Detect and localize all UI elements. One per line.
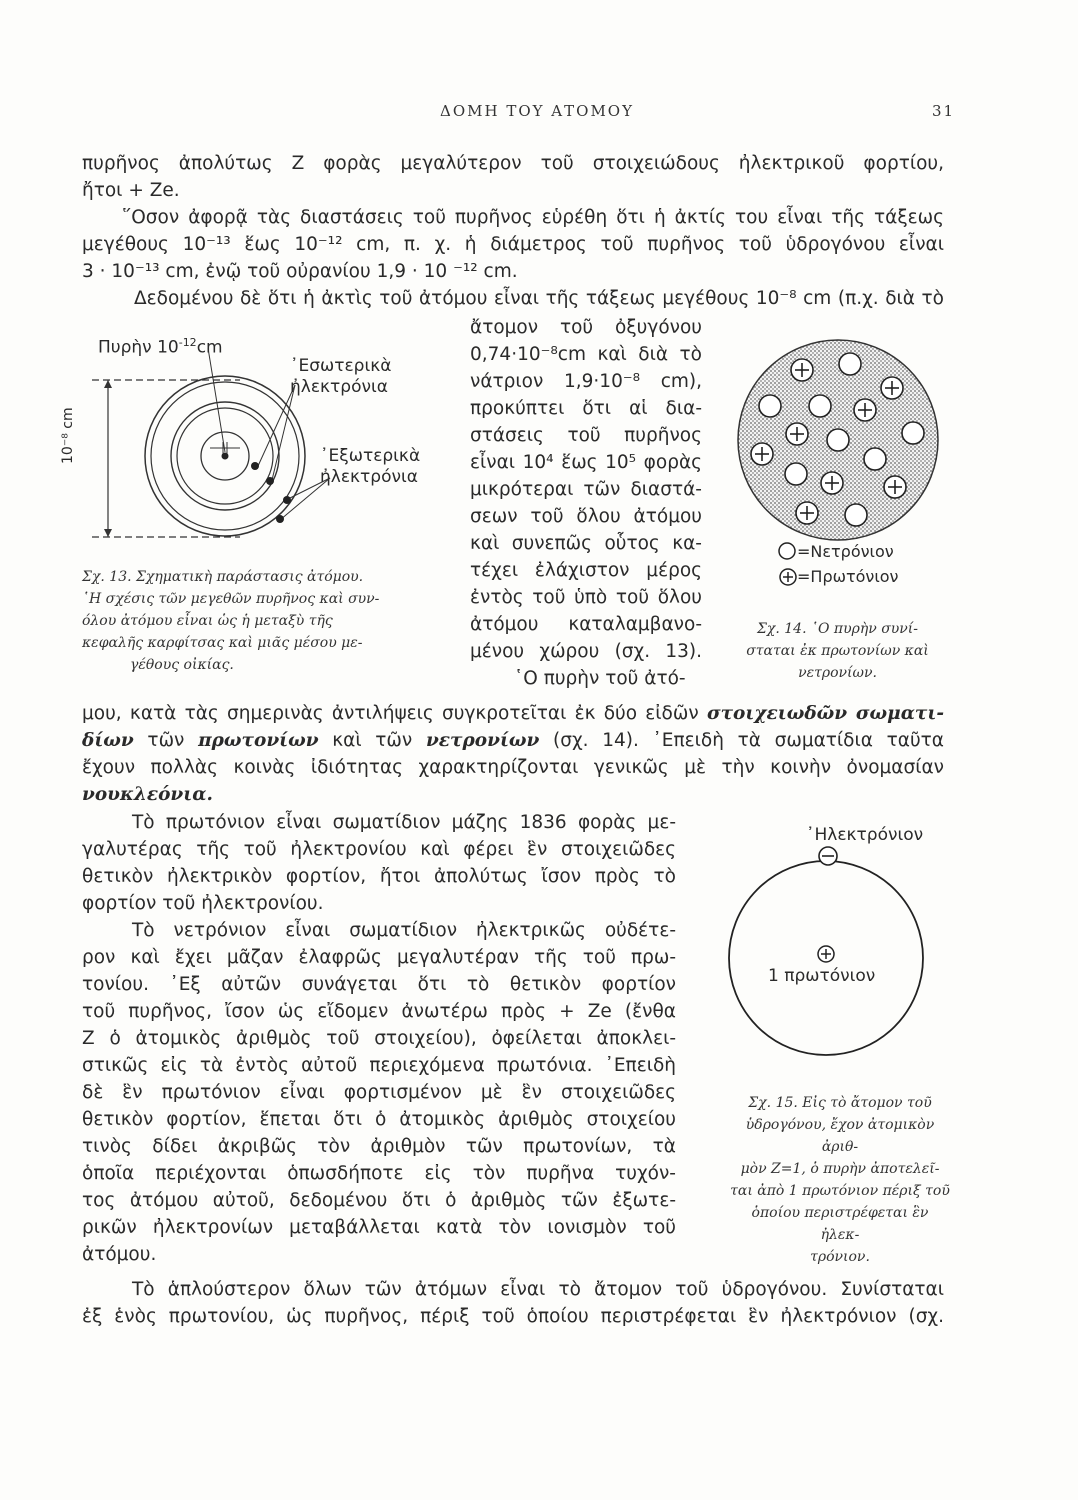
text-line: στάσεις τοῦ πυρῆνος [470, 425, 702, 446]
inner-electrons-label-1: ᾿Εσωτερικὰ [290, 356, 392, 376]
text-line: τος ἀτόμου αὐτοῦ, δεδομένου ὅτι ὁ ἀριθμὸς τῶν ἐξωτε- [82, 1190, 676, 1211]
text-line: εἶναι 10⁴ ἕως 10⁵ φορὰς [470, 452, 702, 473]
text-line: γαλυτέρας τῆς τοῦ ἠλεκτρονίου καὶ φέρει ἓν στοιχειῶδες [82, 839, 676, 860]
outer-electrons-label-1: ᾿Εξωτερικὰ [320, 446, 421, 466]
text-line: ἀτόμου. [82, 1244, 157, 1265]
text-line: ῾Ο πυρὴν τοῦ ἀτό- [514, 668, 686, 689]
text-line: ἐξ ἑνὸς πρωτονίου, ὡς πυρῆνος, πέριξ τοῦ ὁποίου περιστρέφεται ἓν ἠλεκτρόνιον (σχ. [82, 1306, 944, 1327]
text-line: νουκλεόνια. [82, 784, 213, 805]
text-line: Ζ ὁ ἀτομικὸς ἀριθμὸς τοῦ στοιχείου), ὀφείλεται ἀποκλει- [82, 1028, 676, 1049]
page-number: 31 [932, 102, 956, 120]
proton-legend-icon [777, 566, 799, 588]
figure-14-caption: Σχ. 14. ῾Ο πυρὴν συνί- σταται ἐκ πρωτονίων καὶ νετρονίων. [746, 621, 929, 681]
text-line: ἄτομον τοῦ ὀξυγόνου [470, 317, 702, 338]
text-line: δίων τῶν πρωτονίων καὶ τῶν νετρονίων (σχ. 14). ᾿Επειδὴ τὰ σωματίδια ταῦτα [82, 730, 945, 751]
atom-diagram [90, 330, 450, 555]
text-line: προκύπτει ὅτι αἱ δια- [470, 398, 702, 419]
text-line: ἀτόμου καταλαμβανο- [470, 614, 702, 635]
text-line: στικῶς εἰς τὰ ἐντὸς αὐτοῦ περιεχόμενα πρωτόνια. ᾿Επειδὴ [82, 1055, 676, 1076]
text-line: καὶ συνεπῶς οὗτος κα- [470, 533, 702, 554]
text-line: μεγέθους 10⁻¹³ ἕως 10⁻¹² cm, π. χ. ἡ διάμετρος τοῦ πυρῆνος τοῦ ὑδρογόνου εἶναι [82, 234, 944, 255]
text-line: τέχει ἐλάχιστον μέρος [470, 560, 702, 581]
outer-electrons-label-2: ἠλεκτρόνια [320, 467, 418, 487]
text-line: τοῦ πυρῆνος, ἴσον ὡς εἴδομεν ἀνωτέρω πρὸς + Ze (ἔνθα [82, 1001, 676, 1022]
nucleus-diagram [730, 330, 950, 560]
text-line: μένου χώρου (σχ. 13). [470, 641, 702, 662]
text-line: Τὸ ἁπλούστερον ὅλων τῶν ἀτόμων εἶναι τὸ ἄτομον τοῦ ὑδρογόνου. Συνίσταται [132, 1279, 944, 1300]
text-line: μου, κατὰ τὰς σημερινὰς ἀντιλήψεις συγκροτεῖται ἐκ δύο εἰδῶν στοιχειωδῶν σωματι- [82, 703, 945, 724]
text-line: ὁποῖα περιέχονται ὁπωσδήποτε εἰς τὸν πυρῆνα τυχόν- [82, 1163, 676, 1184]
text-line: Δεδομένου δὲ ὅτι ἡ ἀκτὶς τοῦ ἀτόμου εἶναι τῆς τάξεως μεγέθους 10⁻⁸ cm (π.χ. διὰ τὸ [134, 288, 944, 309]
figure-13-caption: Σχ. 13. Σχηματικὴ παράστασις ἀτόμου. ῾Η σχέσις τῶν μεγεθῶν πυρῆνος καὶ συν- όλου ἀτόμου εἶναι ὡς ἡ μεταξὺ τῆς κεφαλῆς καρφίτσας καὶ μιᾶς μέσου με- γέθους οἰκίας. [82, 569, 380, 673]
neutron-legend-label: =Νετρόνιον [797, 542, 894, 561]
text-line: 3 · 10⁻¹³ cm, ἐνῷ τοῦ οὐρανίου 1,9 · 10 ⁻¹² cm. [82, 261, 518, 282]
text-line: τονίου. ᾿Εξ αὐτῶν συνάγεται ὅτι τὸ θετικὸν φορτίον [82, 974, 676, 995]
text-line: Τὸ νετρόνιον εἶναι σωματίδιον ἠλεκτρικῶς οὐδέτε- [132, 920, 676, 941]
inner-electrons-label-2: ἠλεκτρόνια [290, 377, 388, 397]
text-line: θετικὸν ἠλεκτρικὸν φορτίον, ἤτοι ἀπολύτως ἴσον πρὸς τὸ [82, 866, 676, 887]
proton-legend-label: =Πρωτόνιον [797, 567, 899, 586]
running-header: ΔΟΜΗ ΤΟΥ ΑΤΟΜΟΥ [440, 102, 635, 120]
text-line: θετικὸν φορτίον, ἕπεται ὅτι ὁ ἀτομικὸς ἀριθμὸς στοιχείου [82, 1109, 676, 1130]
text-line: πυρῆνος ἀπολύτως Ζ φορὰς μεγαλύτερον τοῦ στοιχειώδους ἠλεκτρικοῦ φορτίου, [82, 153, 944, 174]
text-line: σεων τοῦ ὅλου ἀτόμου [470, 506, 702, 527]
text-line: φορτίον τοῦ ἠλεκτρονίου. [82, 893, 324, 914]
text-line: νάτριον 1,9·10⁻⁸ cm), [470, 371, 702, 392]
nucleus-label: Πυρὴν $10^{-12}cm$ [98, 336, 223, 358]
text-line: μικρότεραι τῶν διαστά- [470, 479, 702, 500]
scale-label: 10⁻⁸ cm [60, 407, 76, 464]
text-line: τινὸς δίδει ἀκριβῶς τὸν ἀριθμὸν τῶν πρωτονίων, τὰ [82, 1136, 676, 1157]
text-line: ρον καὶ ἔχει μᾶζαν ἐλαφρῶς μεγαλυτέραν τῆς τοῦ πρω- [82, 947, 676, 968]
electron-label: ᾿Ηλεκτρόνιον [806, 825, 924, 845]
text-line: ῞Οσον ἀφορᾷ τὰς διαστάσεις τοῦ πυρῆνος εὑρέθη ὅτι ἡ ἀκτίς του εἶναι τῆς τάξεως [122, 207, 944, 228]
proton-label: 1 πρωτόνιον [768, 966, 876, 986]
text-line: Τὸ πρωτόνιον εἶναι σωματίδιον μάζης 1836 φορὰς με- [132, 812, 676, 833]
text-line: ρικῶν ἠλεκτρονίων μεταβάλλεται κατὰ τὸν ιονισμὸν τοῦ [82, 1217, 676, 1238]
text-line: ἤτοι + Ze. [82, 180, 180, 201]
text-line: ἐντὸς τοῦ ὑπὸ τοῦ ὅλου [470, 587, 702, 608]
figure-15-caption: Σχ. 15. Εἰς τὸ ἄτομον τοῦ ὑδρογόνου, ἔχον ἀτομικὸν ἀριθ- μὸν Ζ=1, ὁ πυρὴν ἀποτελεῖ- ται ἀπὸ 1 πρωτόνιον πέριξ τοῦ ὁποίου περιστρέφεται ἓν ἠλεκ- τρόνιον. [730, 1095, 950, 1265]
text-line: ἔχουν πολλὰς κοινὰς ἰδιότητας χαρακτηρίζονται γενικῶς μὲ τὴν κοινὴν ὀνομασίαν [82, 757, 944, 778]
text-line: 0,74·10⁻⁸cm καὶ διὰ τὸ [470, 344, 702, 365]
text-line: δὲ ἓν πρωτόνιον εἶναι φορτισμένον μὲ ἓν στοιχειῶδες [82, 1082, 676, 1103]
hydrogen-atom-diagram [712, 842, 952, 1078]
